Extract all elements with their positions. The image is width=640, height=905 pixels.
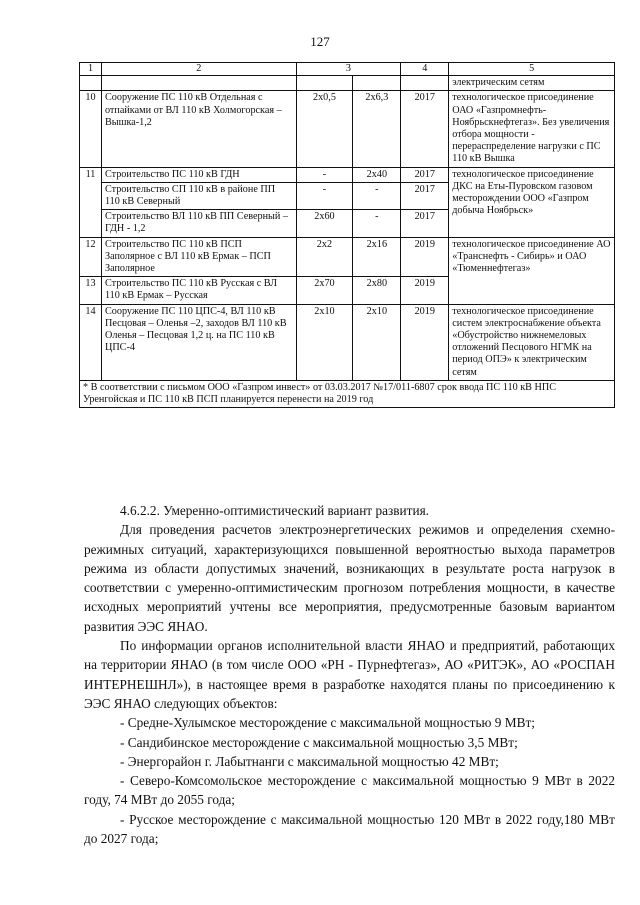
value-cell: 2х80: [353, 277, 401, 304]
list-item: - Энергорайон г. Лабытнанги с максимальной мощностью 42 МВт;: [120, 753, 499, 769]
value-cell: 2х2: [296, 237, 353, 277]
value-cell: 2х60: [296, 210, 353, 237]
value-cell: 2х0,5: [296, 91, 353, 167]
value-cell: 2х70: [296, 277, 353, 304]
year-cell: 2019: [401, 277, 449, 304]
year-cell: 2017: [401, 167, 449, 182]
object-name: Строительство ВЛ 110 кВ ПП Северный – ГДН - 1,2: [101, 210, 296, 237]
value-cell: 2х16: [353, 237, 401, 277]
col-number-cell: 5: [449, 63, 615, 76]
value-cell: -: [296, 182, 353, 209]
year-cell: 2017: [401, 91, 449, 167]
col-number-cell: 1: [80, 63, 102, 76]
paragraph: По информации органов исполнительной власти ЯНАО и предприятий, работающих на территории ЯНАО (в том числе ООО «РН - Пурнефтегаз», АО «РИТЭК», АО «РОСПАН ИНТЕРНЕШНЛ»), в настоящее время в разработке находятся планы по присоединению к ЭЭС ЯНАО следующих объектов:: [84, 638, 615, 711]
object-name: Сооружение ПС 110 ЦПС-4, ВЛ 110 кВ Песцовая – Оленья –2, заходов ВЛ 110 кВ Оленья – Песцовая 1,2 ц. на ПС 110 кВ ЦПС-4: [101, 304, 296, 380]
table-row: [80, 237, 615, 277]
page-number: 127: [310, 34, 330, 49]
purpose-cell: технологическое присоединение АО «Транснефть - Сибирь» и ОАО «Тюменнефтегаз»: [449, 237, 615, 304]
row-number: 13: [80, 277, 102, 304]
footnote-row: [80, 380, 615, 407]
list-item: - Северо-Комсомольское месторождение с максимальной мощностью 9 МВт в 2022 году, 74 МВт до 2055 года;: [84, 773, 615, 808]
section-heading: 4.6.2.2. Умеренно-оптимистический вариант развития.: [120, 503, 430, 518]
col-number-cell: 2: [101, 63, 296, 76]
value-cell: 2х10: [296, 304, 353, 380]
list-item: - Сандибинское месторождение с максимальной мощностью 3,5 МВт;: [120, 734, 518, 750]
list-item: - Средне-Хулымское месторождение с максимальной мощностью 9 МВт;: [120, 715, 535, 731]
year-cell: 2019: [401, 237, 449, 277]
year-cell: 2017: [401, 182, 449, 209]
table-row: [80, 167, 615, 182]
object-name: Строительство ПС 110 кВ ГДН: [101, 167, 296, 182]
projects-table: [79, 62, 615, 408]
list-item: - Русское месторождение с максимальной мощностью 120 МВт в 2022 году,180 МВт до 2027 года;: [84, 811, 615, 847]
row-number: 11: [80, 167, 102, 237]
continuation-cell: электрическим сетям: [449, 76, 615, 91]
year-cell: 2017: [401, 210, 449, 237]
value-cell: 2х40: [353, 167, 401, 182]
row-number: 10: [80, 91, 102, 167]
object-name: Сооружение ПС 110 кВ Отдельная с отпайками от ВЛ 110 кВ Холмогорская – Вышка-1,2: [101, 91, 296, 167]
paragraph: Для проведения расчетов электроэнергетических режимов и определения схемно-режимных ситуаций, характеризующихся повышенной вероятностью выхода параметров режима из области допустимых значений, возникающих в результате роста нагрузок в соответствии с умеренно-оптимистическим прогнозом потребления мощности, в качестве исходных мероприятий учтены все мероприятия, предусмотренные базовым вариантом развития ЭЭС ЯНАО.: [84, 522, 615, 634]
col-number-cell: 3: [296, 63, 401, 76]
purpose-cell: технологическое присоединение ОАО «Газпромнефть-Ноябрьскнефтегаз». Без увеличения отбора мощности - перераспределение нагрузки с ПС 110 кВ Вышка: [449, 91, 615, 167]
value-cell: -: [353, 210, 401, 237]
col-number-cell: 4: [401, 63, 449, 76]
value-cell: 2х6,3: [353, 91, 401, 167]
column-number-row: [80, 63, 615, 76]
object-name: Строительство ПС 110 кВ Русская с ВЛ 110 кВ Ермак – Русская: [101, 277, 296, 304]
body-text: [84, 501, 615, 848]
year-cell: 2019: [401, 304, 449, 380]
value-cell: 2х10: [353, 304, 401, 380]
row-number: 12: [80, 237, 102, 277]
object-name: Строительство СП 110 кВ в районе ПП 110 кВ Северный: [101, 182, 296, 209]
object-name: Строительство ПС 110 кВ ПСП Заполярное с ВЛ 110 кВ Ермак – ПСП Заполярное: [101, 237, 296, 277]
purpose-cell: технологическое присоединение ДКС на Еты-Пуровском газовом месторождении ООО «Газпром добыча Ноябрьск»: [449, 167, 615, 237]
table-row: [80, 304, 615, 380]
value-cell: -: [296, 167, 353, 182]
table-row: [80, 76, 615, 91]
row-number: 14: [80, 304, 102, 380]
purpose-cell: технологическое присоединение систем электроснабжение объекта «Обустройство нижнемеловых отложений Песцового НГМК на период ОПЭ» к электрическим сетям: [449, 304, 615, 380]
table-row: [80, 91, 615, 167]
value-cell: -: [353, 182, 401, 209]
table-footnote: * В соответствии с письмом ООО «Газпром инвест» от 03.03.2017 №17/011-6807 срок ввода ПС 110 кВ НПС Уренгойская и ПС 110 кВ ПСП планируется перенести на 2019 год: [80, 380, 615, 407]
